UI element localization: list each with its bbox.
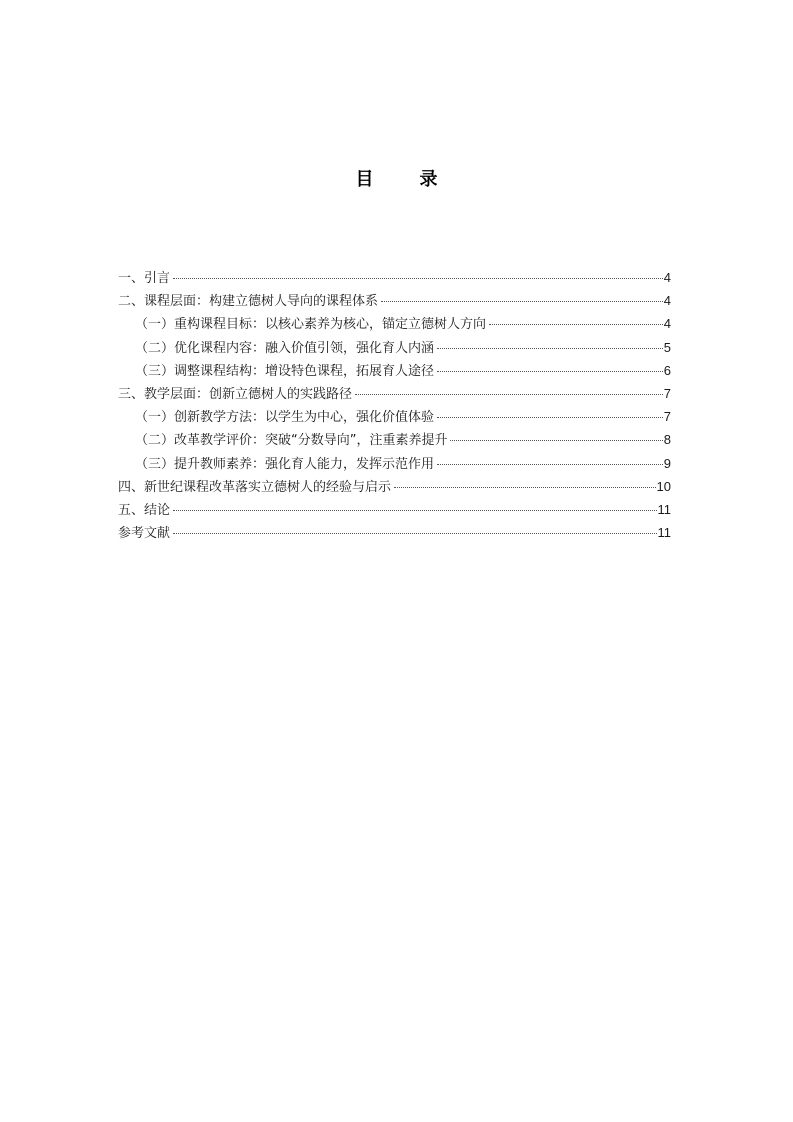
- toc-entry-introduction[interactable]: [118, 268, 671, 291]
- dot-leader: [450, 440, 662, 441]
- dot-leader: [173, 278, 663, 279]
- toc-entry-curriculum-content[interactable]: [118, 338, 671, 361]
- toc-entry-label: 一、引言: [118, 271, 171, 286]
- toc-page-number: 6: [663, 362, 671, 378]
- toc-page-number: 8: [663, 432, 671, 448]
- toc-page-number: 11: [657, 501, 671, 517]
- toc-entry-label: 五、结论: [118, 502, 171, 518]
- toc-title: [0, 168, 793, 192]
- toc-entry-curriculum-level[interactable]: [118, 291, 671, 314]
- table-of-contents: [118, 268, 671, 546]
- toc-page-number: 7: [663, 409, 671, 425]
- dot-leader: [173, 533, 656, 534]
- dot-leader: [489, 324, 663, 325]
- dot-leader: [437, 464, 663, 465]
- toc-entry-curriculum-structure[interactable]: [118, 361, 671, 384]
- dot-leader: [173, 510, 656, 511]
- toc-entry-teaching-level[interactable]: [118, 384, 671, 407]
- toc-entry-references[interactable]: [118, 523, 671, 546]
- toc-page-number: 4: [663, 293, 671, 309]
- toc-entry-label: 四、新世纪课程改革落实立德树人的经验与启示: [118, 479, 392, 495]
- toc-page-number: 5: [663, 339, 671, 355]
- dot-leader: [437, 348, 663, 349]
- toc-entry-label: （二）改革教学评价：突破“分数导向”，注重素养提升: [135, 433, 448, 449]
- dot-leader: [437, 371, 663, 372]
- toc-page-number: 10: [656, 478, 671, 494]
- toc-page-number: 9: [663, 455, 671, 471]
- toc-entry-teaching-methods[interactable]: [118, 407, 671, 430]
- toc-entry-curriculum-goals[interactable]: [118, 314, 671, 337]
- toc-entry-conclusion[interactable]: [118, 500, 671, 523]
- toc-entry-teaching-evaluation[interactable]: [118, 430, 671, 453]
- toc-entry-label: 三、教学层面：创新立德树人的实践路径: [118, 386, 353, 402]
- toc-entry-label: （二）优化课程内容：融入价值引领，强化育人内涵: [135, 340, 435, 356]
- toc-entry-label: （三）调整课程结构：增设特色课程，拓展育人途径: [135, 363, 435, 379]
- toc-entry-teacher-quality[interactable]: [118, 454, 671, 477]
- toc-entry-label: （一）创新教学方法：以学生为中心，强化价值体验: [135, 410, 435, 426]
- toc-title-text: 目 录: [355, 169, 452, 190]
- toc-page-number: 4: [663, 270, 671, 285]
- toc-page-number: 11: [657, 525, 671, 541]
- toc-page-number: 4: [663, 316, 671, 332]
- toc-entry-label: （三）提升教师素养：强化育人能力，发挥示范作用: [135, 456, 435, 472]
- toc-entry-label: 二、课程层面：构建立德树人导向的课程体系: [118, 294, 379, 310]
- dot-leader: [437, 417, 663, 418]
- dot-leader: [394, 487, 656, 488]
- toc-page-number: 7: [663, 385, 671, 401]
- toc-entry-label: （一）重构课程目标：以核心素养为核心，锚定立德树人方向: [135, 317, 487, 333]
- toc-entry-label: 参考文献: [118, 526, 171, 542]
- toc-entry-experience-insights[interactable]: [118, 477, 671, 500]
- dot-leader: [381, 301, 663, 302]
- dot-leader: [355, 394, 663, 395]
